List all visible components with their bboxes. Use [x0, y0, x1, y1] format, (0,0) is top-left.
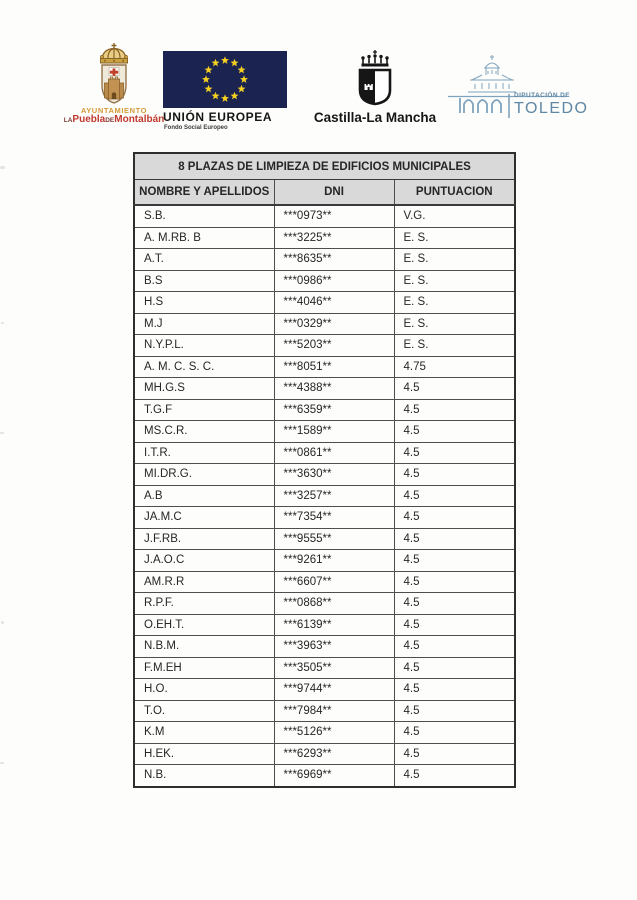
table-row	[134, 485, 515, 507]
cell-nombre-y-apellidos: T.G.F	[134, 399, 274, 421]
table-header-row	[134, 180, 515, 206]
table-row	[134, 722, 515, 744]
table-row	[134, 614, 515, 636]
table-row	[134, 679, 515, 701]
cell-dni: ***5203**	[274, 335, 394, 357]
cell-dni: ***3505**	[274, 657, 394, 679]
cell-puntuacion: 4.5	[394, 571, 515, 593]
table-row	[134, 249, 515, 271]
cell-dni: ***9261**	[274, 550, 394, 572]
cell-nombre-y-apellidos: N.B.	[134, 765, 274, 787]
diputacion-de-text: DIPUTACIÓN DE	[514, 92, 570, 99]
eu-subtitle: Fondo Social Europeo	[164, 125, 228, 131]
cell-dni: ***0868**	[274, 593, 394, 615]
table-row	[134, 528, 515, 550]
cell-puntuacion: 4.5	[394, 399, 515, 421]
eu-logo	[163, 51, 293, 131]
diputacion-toledo-label	[514, 93, 589, 117]
cell-dni: ***6969**	[274, 765, 394, 787]
cell-dni: ***4046**	[274, 292, 394, 314]
cell-nombre-y-apellidos: A. M. C. S. C.	[134, 356, 274, 378]
table-row	[134, 593, 515, 615]
cell-dni: ***5126**	[274, 722, 394, 744]
eu-flag-icon	[163, 51, 287, 108]
table-row	[134, 313, 515, 335]
scan-artifact	[0, 166, 5, 169]
cell-puntuacion: E. S.	[394, 313, 515, 335]
cell-nombre-y-apellidos: MH.G.S	[134, 378, 274, 400]
diputacion-toledo-logo	[448, 54, 593, 120]
table-row	[134, 765, 515, 787]
table-row	[134, 356, 515, 378]
cell-puntuacion: 4.5	[394, 765, 515, 787]
scan-artifact	[0, 432, 4, 434]
cell-puntuacion: E. S.	[394, 270, 515, 292]
cell-puntuacion: 4.5	[394, 743, 515, 765]
cell-puntuacion: 4.5	[394, 614, 515, 636]
cell-puntuacion: 4.5	[394, 442, 515, 464]
cell-dni: ***0986**	[274, 270, 394, 292]
cell-nombre-y-apellidos: J.F.RB.	[134, 528, 274, 550]
table-row	[134, 743, 515, 765]
cell-nombre-y-apellidos: B.S	[134, 270, 274, 292]
cell-dni: ***9555**	[274, 528, 394, 550]
column-header-dni: DNI	[274, 180, 394, 206]
table-title-row	[134, 153, 515, 180]
cell-nombre-y-apellidos: O.EH.T.	[134, 614, 274, 636]
cell-puntuacion: 4.5	[394, 421, 515, 443]
cell-puntuacion: 4.5	[394, 550, 515, 572]
cell-dni: ***3630**	[274, 464, 394, 486]
results-table	[133, 152, 516, 788]
table-row	[134, 636, 515, 658]
castilla-la-mancha-label: Castilla-La Mancha	[313, 110, 437, 125]
table-row	[134, 421, 515, 443]
table-row	[134, 464, 515, 486]
cell-nombre-y-apellidos: A.T.	[134, 249, 274, 271]
table-row	[134, 700, 515, 722]
scan-artifact	[1, 322, 4, 324]
scan-artifact	[1, 621, 4, 624]
cell-nombre-y-apellidos: R.P.F.	[134, 593, 274, 615]
cell-puntuacion: E. S.	[394, 335, 515, 357]
cell-nombre-y-apellidos: S.B.	[134, 205, 274, 227]
cell-puntuacion: 4.5	[394, 636, 515, 658]
table-row	[134, 205, 515, 227]
cell-dni: ***8635**	[274, 249, 394, 271]
cell-puntuacion: 4.5	[394, 378, 515, 400]
cell-dni: ***0861**	[274, 442, 394, 464]
cell-puntuacion: 4.5	[394, 700, 515, 722]
cell-puntuacion: 4.5	[394, 657, 515, 679]
table-row	[134, 442, 515, 464]
cell-nombre-y-apellidos: MI.DR.G.	[134, 464, 274, 486]
table-row	[134, 270, 515, 292]
cell-nombre-y-apellidos: AM.R.R	[134, 571, 274, 593]
cell-puntuacion: V.G.	[394, 205, 515, 227]
toledo-text: TOLEDO	[514, 99, 589, 117]
table-row	[134, 378, 515, 400]
cell-puntuacion: 4.5	[394, 507, 515, 529]
cell-dni: ***0329**	[274, 313, 394, 335]
ayuntamiento-name	[60, 115, 168, 125]
table-row	[134, 335, 515, 357]
castilla-la-mancha-crest-icon	[357, 50, 393, 106]
cell-dni: ***7984**	[274, 700, 394, 722]
cell-nombre-y-apellidos: A.B	[134, 485, 274, 507]
cell-nombre-y-apellidos: M.J	[134, 313, 274, 335]
cell-dni: ***1589**	[274, 421, 394, 443]
ayto-name-puebla: Puebla	[72, 114, 106, 125]
cell-dni: ***7354**	[274, 507, 394, 529]
ayto-name-la: LA	[63, 117, 73, 124]
table-row	[134, 399, 515, 421]
ayuntamiento-logo	[60, 43, 168, 125]
cell-puntuacion: 4.5	[394, 464, 515, 486]
cell-nombre-y-apellidos: T.O.	[134, 700, 274, 722]
cell-puntuacion: 4.5	[394, 593, 515, 615]
cell-dni: ***6359**	[274, 399, 394, 421]
cell-nombre-y-apellidos: A. M.RB. B	[134, 227, 274, 249]
cell-nombre-y-apellidos: N.Y.P.L.	[134, 335, 274, 357]
cell-nombre-y-apellidos: JA.M.C	[134, 507, 274, 529]
cell-dni: ***9744**	[274, 679, 394, 701]
cell-dni: ***3257**	[274, 485, 394, 507]
table-row	[134, 550, 515, 572]
cell-dni: ***3225**	[274, 227, 394, 249]
cell-puntuacion: 4.5	[394, 679, 515, 701]
cell-dni: ***4388**	[274, 378, 394, 400]
table-row	[134, 657, 515, 679]
column-header-puntuacion: PUNTUACION	[394, 180, 515, 206]
cell-nombre-y-apellidos: J.A.O.C	[134, 550, 274, 572]
cell-puntuacion: E. S.	[394, 249, 515, 271]
cell-puntuacion: E. S.	[394, 227, 515, 249]
results-table-body	[134, 205, 515, 787]
column-header-nombre: NOMBRE Y APELLIDOS	[134, 180, 274, 206]
ayto-name-de: DE	[105, 117, 115, 124]
cell-nombre-y-apellidos: I.T.R.	[134, 442, 274, 464]
table-row	[134, 571, 515, 593]
eu-title: UNIÓN EUROPEA	[163, 110, 273, 124]
cell-puntuacion: 4.5	[394, 722, 515, 744]
table-title: 8 PLAZAS DE LIMPIEZA DE EDIFICIOS MUNICIPALES	[134, 153, 515, 180]
cell-dni: ***6607**	[274, 571, 394, 593]
table-row	[134, 292, 515, 314]
cell-puntuacion: 4.5	[394, 528, 515, 550]
ayuntamiento-crest-icon	[93, 43, 135, 105]
cell-nombre-y-apellidos: K.M	[134, 722, 274, 744]
cell-dni: ***3963**	[274, 636, 394, 658]
cell-nombre-y-apellidos: F.M.EH	[134, 657, 274, 679]
ayuntamiento-label: AYUNTAMIENTO	[80, 106, 148, 115]
scan-artifact	[0, 762, 4, 764]
castilla-la-mancha-logo	[308, 50, 442, 125]
cell-dni: ***6139**	[274, 614, 394, 636]
cell-nombre-y-apellidos: H.O.	[134, 679, 274, 701]
cell-nombre-y-apellidos: MS.C.R.	[134, 421, 274, 443]
cell-puntuacion: 4.75	[394, 356, 515, 378]
ayto-name-montalban: Montalbán	[114, 114, 165, 125]
cell-puntuacion: 4.5	[394, 485, 515, 507]
table-row	[134, 507, 515, 529]
cell-nombre-y-apellidos: H.EK.	[134, 743, 274, 765]
table-row	[134, 227, 515, 249]
cell-dni: ***6293**	[274, 743, 394, 765]
cell-nombre-y-apellidos: H.S	[134, 292, 274, 314]
cell-dni: ***0973**	[274, 205, 394, 227]
cell-dni: ***8051**	[274, 356, 394, 378]
cell-puntuacion: E. S.	[394, 292, 515, 314]
cell-nombre-y-apellidos: N.B.M.	[134, 636, 274, 658]
